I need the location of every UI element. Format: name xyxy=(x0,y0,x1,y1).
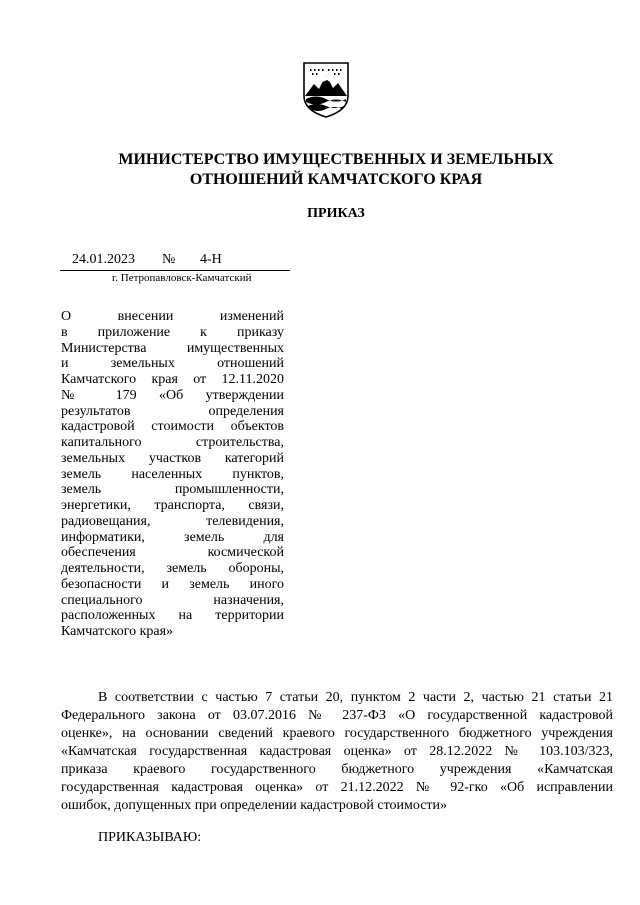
subject-line: обеспечения космической xyxy=(61,545,284,561)
preamble-line: приказа краевого государственного бюджетного учреждения «Камчатская xyxy=(61,762,613,777)
order-title: ПРИКАЗ xyxy=(307,206,365,221)
subject-line: капитального строительства, xyxy=(61,435,284,450)
subject-line: энергетики, транспорта, связи, xyxy=(61,498,284,513)
subject-line: Камчатского края» xyxy=(61,624,174,639)
order-number-sign: № xyxy=(162,252,176,267)
kamchatka-coat-of-arms-icon xyxy=(300,60,352,118)
preamble-line: «Камчатская государственная кадастровая оценка» от 28.12.2022 № 103.103/323, xyxy=(61,744,613,759)
subject-line: № 179 «Об утверждении xyxy=(61,387,284,403)
preamble-line: В соответствии с частью 7 статьи 20, пунктом 2 части 2, частью 21 статьи 21 xyxy=(98,690,613,705)
subject-line: специального назначения, xyxy=(61,592,284,608)
subject-line: и земельных отношений xyxy=(61,356,284,372)
subject-line: результатов определения xyxy=(61,403,284,419)
order-number: 4-Н xyxy=(200,252,222,267)
subject-line: кадастровой стоимости объектов xyxy=(61,419,284,435)
order-city: г. Петропавловск-Камчатский xyxy=(112,272,252,284)
subject-line: Камчатского края от 12.11.2020 xyxy=(61,372,284,387)
subject-line: деятельности, земель обороны, xyxy=(61,561,284,576)
subject-line: Министерства имущественных xyxy=(61,340,284,356)
decree-heading: ПРИКАЗЫВАЮ: xyxy=(98,830,202,845)
subject-line: О внесении изменений xyxy=(61,309,284,324)
order-preamble xyxy=(61,689,613,815)
ministry-name-line-2: ОТНОШЕНИЙ КАМЧАТСКОГО КРАЯ xyxy=(189,171,483,188)
subject-line: радиовещания, телевидения, xyxy=(61,513,284,529)
order-subject xyxy=(61,309,284,640)
order-date-number-row xyxy=(60,251,290,271)
preamble-line: государственная кадастровая оценка» от 21.12.2022 № 92-гко «Об исправлении xyxy=(61,780,613,795)
preamble-line: Федерального закона от 03.07.2016 № 237-ФЗ «О государственной кадастровой xyxy=(61,708,613,723)
subject-line: информатики, земель для xyxy=(61,529,284,545)
subject-line: безопасности и земель иного xyxy=(61,576,284,592)
preamble-line: оценке», на основании сведений краевого государственного бюджетного учреждения xyxy=(61,726,613,741)
subject-line: земель промышленности, xyxy=(61,482,284,498)
order-date: 24.01.2023 xyxy=(72,252,135,267)
subject-line: земель населенных пунктов, xyxy=(61,466,284,482)
preamble-line: ошибок, допущенных при определении кадастровой стоимости» xyxy=(61,798,448,813)
subject-line: земельных участков категорий xyxy=(61,450,284,466)
subject-line: расположенных на территории xyxy=(61,608,284,624)
subject-line: в приложение к приказу xyxy=(61,324,284,340)
ministry-name-line-1: МИНИСТЕРСТВО ИМУЩЕСТВЕННЫХ И ЗЕМЕЛЬНЫХ xyxy=(118,151,554,168)
ministry-name xyxy=(60,150,612,190)
